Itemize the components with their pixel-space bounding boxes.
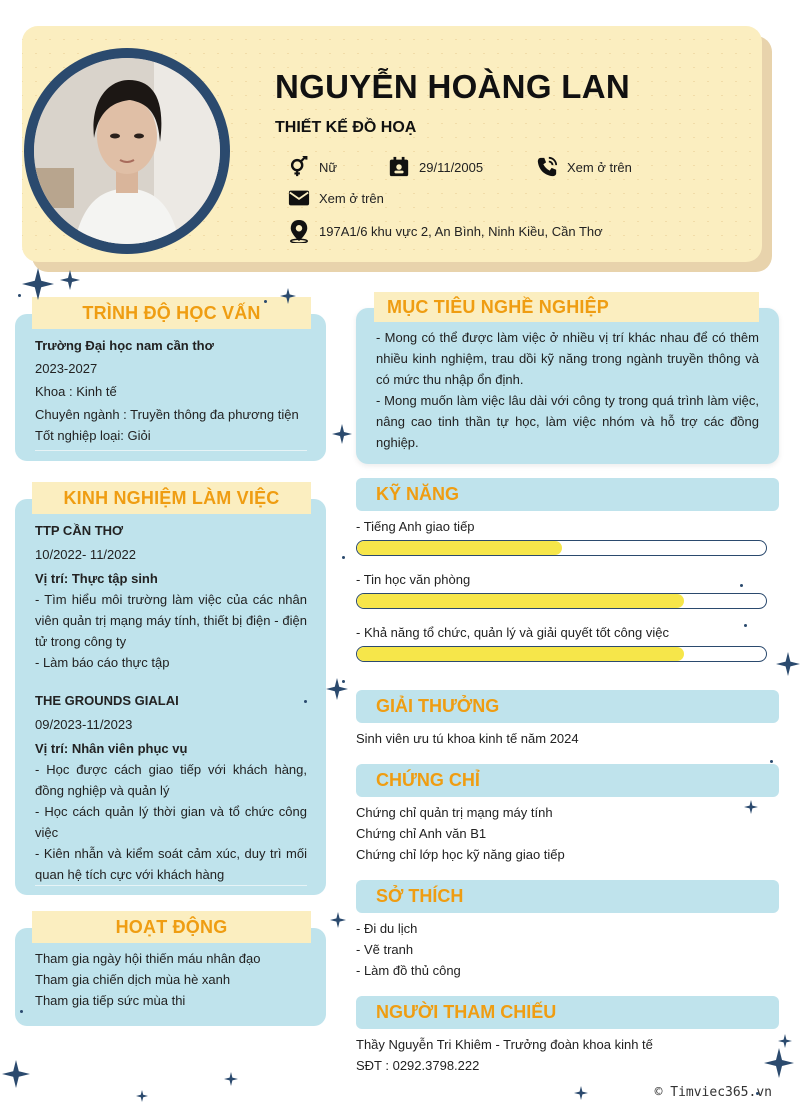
skill-bar	[356, 593, 767, 609]
star-icon	[60, 270, 80, 290]
education-content	[35, 335, 307, 446]
job-title: THIẾT KẾ ĐỒ HOẠ	[275, 119, 417, 136]
phone-icon	[536, 156, 558, 178]
reference-item: Thầy Nguyễn Tri Khiêm - Trưởng đoàn khoa kinh tế	[356, 1037, 653, 1052]
skill-bar	[356, 540, 767, 556]
divider	[35, 450, 307, 451]
major: Chuyên ngành : Truyền thông đa phương tiện	[35, 407, 299, 422]
skills-heading: KỸ NĂNG	[356, 478, 779, 511]
address-info	[288, 219, 603, 243]
hobbies-list	[356, 918, 461, 981]
certificate-item: Chứng chỉ lớp học kỹ năng giao tiếp	[356, 847, 565, 862]
address-value: 197A1/6 khu vực 2, An Bình, Ninh Kiều, Cần Thơ	[319, 223, 603, 239]
faculty: Khoa : Kinh tế	[35, 384, 117, 399]
divider	[35, 885, 307, 886]
reference-item: SĐT : 0292.3798.222	[356, 1058, 480, 1073]
skill-label: - Khả năng tổ chức, quản lý và giải quyết tốt công việc	[356, 625, 669, 640]
decor-dot	[744, 624, 747, 627]
awards-heading: GIẢI THƯỞNG	[356, 690, 779, 723]
decor-dot	[342, 556, 345, 559]
star-icon	[330, 912, 346, 928]
star-icon	[224, 1072, 238, 1086]
phone-value[interactable]: Xem ở trên	[567, 159, 632, 175]
star-icon	[744, 800, 758, 814]
activities-heading: HOẠT ĐỘNG	[32, 911, 311, 943]
job-duty: - Kiên nhẫn và kiểm soát cảm xúc, duy trì mối quan hệ tích cực với khách hàng	[35, 846, 307, 882]
birthday-info	[388, 156, 483, 178]
gender-value: Nữ	[319, 159, 338, 175]
certificate-item: Chứng chỉ quản trị mạng máy tính	[356, 805, 553, 820]
decor-dot	[342, 680, 345, 683]
hobby-item: - Vẽ tranh	[356, 942, 414, 957]
profile-photo	[34, 58, 220, 244]
decor-dot	[20, 1010, 23, 1013]
objective-content	[376, 327, 759, 453]
grade: Tốt nghiệp loại: Giỏi	[35, 428, 151, 443]
activities-content	[35, 948, 307, 1011]
phone-info	[536, 156, 632, 178]
star-icon	[764, 1048, 794, 1078]
hobby-item: - Làm đồ thủ công	[356, 963, 461, 978]
gender-icon	[288, 156, 310, 178]
birthday-value: 29/11/2005	[419, 159, 484, 175]
experience-content	[35, 520, 307, 885]
certificates-heading: CHỨNG CHỈ	[356, 764, 779, 797]
award-item: Sinh viên ưu tú khoa kinh tế năm 2024	[356, 731, 579, 746]
objective-paragraph: - Mong muốn làm việc lâu dài với công ty trong quá trình làm việc, nâng cao tinh thần tự học, làm việc nhóm và hỗ trợ các đồng nghiệp.	[376, 393, 759, 450]
job-position: Vị trí: Nhân viên phục vụ	[35, 741, 188, 756]
skill-bar-fill	[357, 647, 684, 661]
decor-dot	[18, 294, 21, 297]
star-icon	[22, 268, 54, 300]
school-name: Trường Đại học nam cần thơ	[35, 338, 214, 353]
hobby-item: - Đi du lịch	[356, 921, 418, 936]
location-icon	[288, 219, 310, 243]
objective-heading: MỤC TIÊU NGHỀ NGHIỆP	[374, 292, 759, 322]
job-duty: - Tìm hiểu môi trường làm việc của các nhân viên quản trị mạng máy tính, thiết bị điện - điện tử trong công ty	[35, 592, 307, 649]
job-duty: - Học cách quản lý thời gian và tổ chức công việc	[35, 804, 307, 840]
education-heading: TRÌNH ĐỘ HỌC VẤN	[32, 297, 311, 329]
objective-paragraph: - Mong có thể được làm việc ở nhiều vị trí khác nhau để có thêm nhiều kinh nghiệm, trau dồi kỹ năng trong ngành truyền thông và có mức thu nhập ổn định.	[376, 330, 759, 387]
job-period: 10/2022- 11/2022	[35, 547, 136, 562]
skill-label: - Tiếng Anh giao tiếp	[356, 519, 475, 534]
decor-dot	[264, 300, 267, 303]
job-position: Vị trí: Thực tập sinh	[35, 571, 158, 586]
email-info	[288, 188, 384, 208]
star-icon	[332, 424, 352, 444]
decor-dot	[770, 760, 773, 763]
hobbies-heading: SỞ THÍCH	[356, 880, 779, 913]
mail-icon	[288, 188, 310, 208]
job-company: THE GROUNDS GIALAI	[35, 693, 179, 708]
activity-item: Tham gia tiếp sức mùa thi	[35, 993, 186, 1008]
job-duty: - Học được cách giao tiếp với khách hàng, đồng nghiệp và quản lý	[35, 762, 307, 798]
activity-item: Tham gia chiến dịch mùa hè xanh	[35, 972, 231, 987]
star-icon	[574, 1086, 588, 1100]
skill-bar-fill	[357, 594, 684, 608]
school-years: 2023-2027	[35, 361, 98, 376]
decor-dot	[740, 584, 743, 587]
skill-label: - Tin học văn phòng	[356, 572, 471, 587]
star-icon	[776, 652, 800, 676]
job-company: TTP CẦN THƠ	[35, 523, 124, 538]
email-value[interactable]: Xem ở trên	[319, 190, 384, 206]
job-duty: - Làm báo cáo thực tập	[35, 655, 170, 670]
star-icon	[778, 1034, 792, 1048]
skill-bar	[356, 646, 767, 662]
star-icon	[136, 1090, 148, 1102]
certificates-list	[356, 802, 565, 865]
activity-item: Tham gia ngày hội thiến máu nhân đạo	[35, 951, 261, 966]
references-heading: NGƯỜI THAM CHIẾU	[356, 996, 779, 1029]
certificate-item: Chứng chỉ Anh văn B1	[356, 826, 487, 841]
star-icon	[2, 1060, 30, 1088]
decor-dot	[304, 700, 307, 703]
candidate-name: NGUYỄN HOÀNG LAN	[275, 68, 630, 105]
avatar	[24, 48, 230, 254]
star-icon	[280, 288, 296, 304]
calendar-icon	[388, 156, 410, 178]
job-period: 09/2023-11/2023	[35, 717, 133, 732]
copyright: © Timviec365.vn	[654, 1085, 772, 1100]
skill-bar-fill	[357, 541, 562, 555]
references-list	[356, 1034, 653, 1076]
experience-heading: KINH NGHIỆM LÀM VIỆC	[32, 482, 311, 514]
gender-info	[288, 156, 337, 178]
